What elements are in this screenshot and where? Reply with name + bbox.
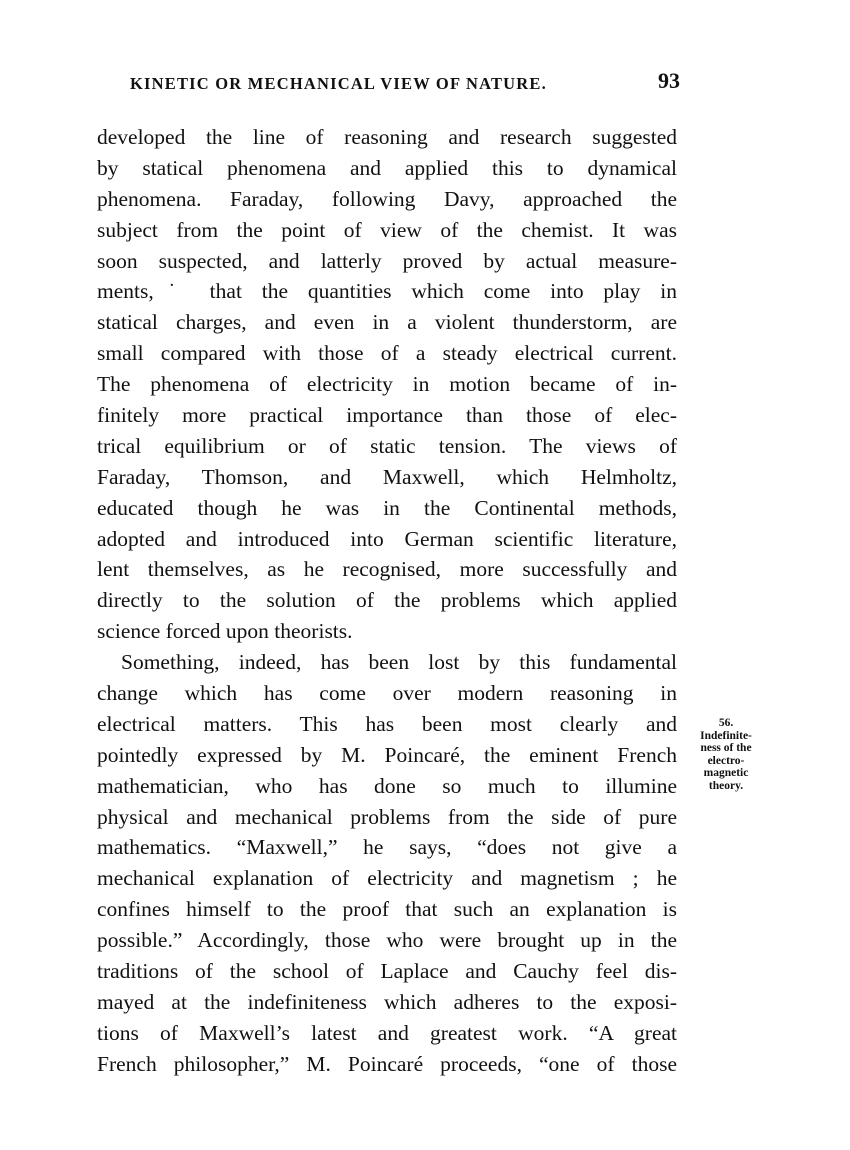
text-line: physical and mechanical problems from the side of pure [97, 804, 677, 829]
text-line: educated though he was in the Continental methods, [97, 495, 677, 520]
text-line: phenomena. Faraday, following Davy, approached the [97, 186, 677, 211]
paragraph-2 [97, 647, 677, 1079]
margin-note-line: electro- [707, 754, 745, 767]
text-line: The phenomena of electricity in motion became of in- [97, 372, 677, 397]
text-line: adopted and introduced into German scientific literature, [97, 526, 677, 551]
text-line: science forced upon theorists. [97, 619, 353, 644]
text-line: French philosopher,” M. Poincaré proceeds, “one of those [97, 1051, 677, 1076]
page-number: 93 [658, 68, 680, 93]
text-line: finitely more practical importance than those of elec- [97, 403, 677, 428]
text-line: Something, indeed, has been lost by this fundamental [121, 650, 677, 675]
margin-note-line: Indefinite- [700, 729, 752, 742]
text-line: trical equilibrium or of static tension. The views of [97, 433, 677, 458]
text-line: by statical phenomena and applied this to dynamical [97, 155, 677, 180]
margin-note-number: 56. [718, 717, 734, 729]
paragraph-1 [97, 122, 677, 647]
margin-note-line: magnetic [703, 767, 749, 779]
text-line: subject from the point of view of the chemist. It was [97, 217, 677, 242]
text-line: traditions of the school of Laplace and Cauchy feel dis- [97, 959, 677, 984]
text-line: directly to the solution of the problems which applied [97, 588, 677, 613]
body-text [97, 122, 677, 1080]
margin-note-line: theory. [708, 779, 744, 792]
text-line: soon suspected, and latterly proved by actual measure- [97, 248, 677, 273]
text-line: small compared with those of a steady electrical current. [97, 341, 677, 366]
text-line: pointedly expressed by M. Poincaré, the eminent French [97, 742, 677, 767]
text-line: tions of Maxwell’s latest and greatest work. “A great [97, 1020, 677, 1045]
page-header [130, 68, 680, 98]
text-line: mathematician, who has done so much to illumine [97, 773, 677, 798]
text-line: statical charges, and even in a violent thunderstorm, are [97, 310, 677, 335]
text-line: electrical matters. This has been most clearly and [97, 711, 677, 736]
margin-note-line: ness of the [700, 742, 752, 754]
text-line: mechanical explanation of electricity and magnetism ; he [97, 866, 677, 891]
text-line: mathematics. “Maxwell,” he says, “does not give a [97, 835, 677, 860]
text-line: ments,˙ that the quantities which come into play in [97, 279, 677, 304]
text-line: lent themselves, as he recognised, more successfully and [97, 557, 677, 582]
margin-note [686, 717, 766, 792]
text-line: developed the line of reasoning and research suggested [97, 125, 677, 149]
text-line: change which has come over modern reasoning in [97, 681, 677, 706]
text-line: mayed at the indefiniteness which adheres to the exposi- [97, 989, 677, 1014]
running-head: KINETIC OR MECHANICAL VIEW OF NATURE. [130, 74, 547, 93]
text-line: Faraday, Thomson, and Maxwell, which Helmholtz, [97, 464, 677, 489]
text-line: possible.” Accordingly, those who were brought up in the [97, 928, 677, 953]
text-line: confines himself to the proof that such an explanation is [97, 897, 677, 922]
